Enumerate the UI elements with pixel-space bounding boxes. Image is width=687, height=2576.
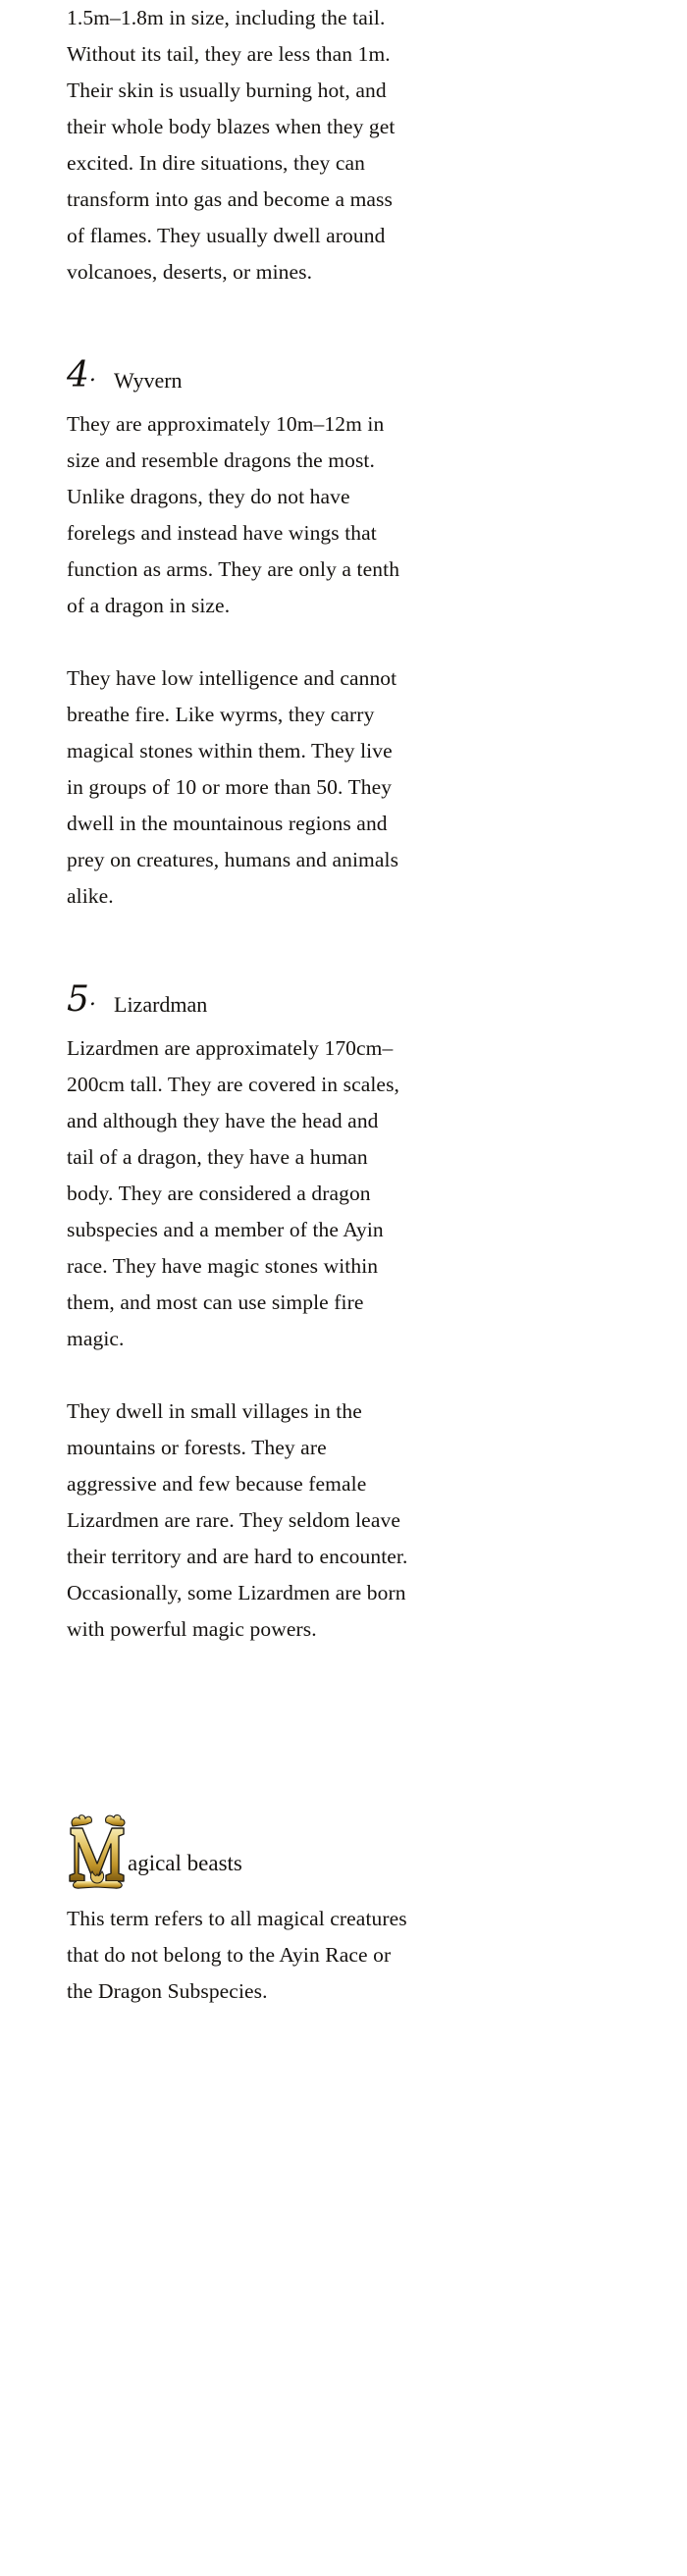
section-number: 5. <box>67 979 96 1020</box>
paragraph: They have low intelligence and cannot breathe fire. Like wyrms, they carry magical stones within them. They live in groups of 10 or more than 50. They dwell in the mountainous regions and prey on creatures, humans and animals alike. <box>67 666 399 908</box>
section-title: Lizardman <box>114 992 208 1017</box>
chapter-heading <box>67 1813 410 1901</box>
chapter-magical-beasts <box>67 1813 410 2010</box>
section-number: 4. <box>67 355 96 395</box>
spacer <box>67 624 410 660</box>
section-wyvern <box>67 355 410 915</box>
ornate-dropcap-m-icon <box>67 1813 130 1889</box>
paragraph: They are approximately 10m–12m in size and resemble dragons the most. Unlike dragons, they do not have forelegs and instead have wings that function as arms. They are only a tenth of a dragon in size. <box>67 412 400 617</box>
text-column <box>67 0 410 2010</box>
continuation-paragraph: 1.5m–1.8m in size, including the tail. Without its tail, they are less than 1m. Their skin is usually burning hot, and their whole body blazes when they get excited. In dire situations, they can transform into gas and become a mass of flames. They usually dwell around volcanoes, deserts, or mines. <box>67 6 396 284</box>
spacer <box>67 290 410 361</box>
paragraph: This term refers to all magical creatures that do not belong to the Ayin Race or the Dragon Subspecies. <box>67 1907 407 2003</box>
section-heading <box>67 979 410 1028</box>
section-heading <box>67 355 410 404</box>
paragraph: They dwell in small villages in the mountains or forests. They are aggressive and few because female Lizardmen are rare. They seldom leave their territory and are hard to encounter. Occasionally, some Lizardmen are born with powerful magic powers. <box>67 1399 408 1641</box>
spacer <box>67 1357 410 1393</box>
section-title: Wyvern <box>114 368 183 393</box>
section-lizardman <box>67 979 410 1648</box>
spacer <box>67 1648 410 1813</box>
paragraph: Lizardmen are approximately 170cm–200cm tall. They are covered in scales, and although they have the head and tail of a dragon, they have a human body. They are considered a dragon subspecies and a member of the Ayin race. They have magic stones within them, and most can use simple fire magic. <box>67 1036 400 1350</box>
spacer <box>67 915 410 985</box>
chapter-title: agical beasts <box>128 1851 242 1875</box>
